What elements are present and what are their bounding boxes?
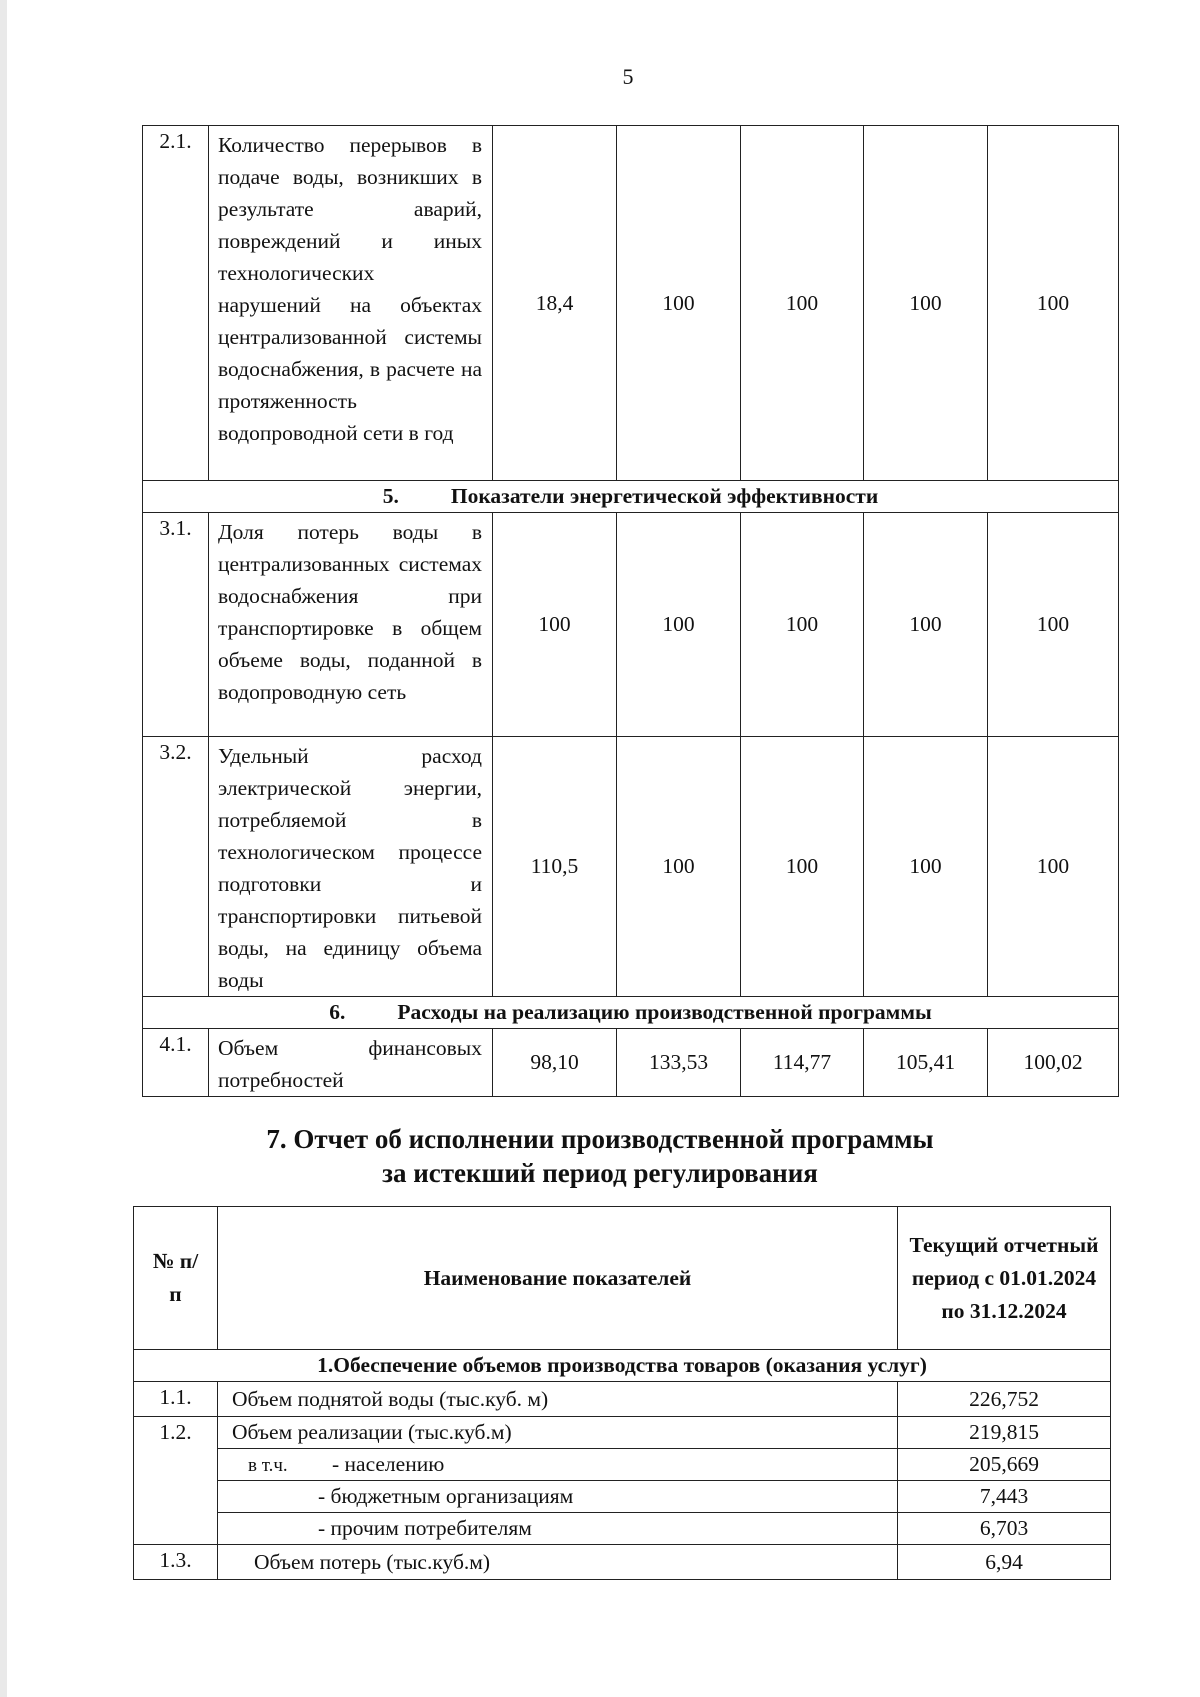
section-heading-line1: 7. Отчет об исполнении производственной программы: [266, 1124, 934, 1154]
value-cell: 100: [864, 126, 988, 481]
value-cell: 100: [741, 513, 864, 737]
section-title: [143, 481, 1119, 513]
value-cell: 205,669: [898, 1449, 1111, 1481]
row-number: 3.2.: [143, 737, 209, 997]
value-cell: 100: [617, 513, 741, 737]
table-row: [134, 1417, 1111, 1449]
value-cell: 6,94: [898, 1545, 1111, 1580]
indicator-name: Удельный расход электрической энергии, потребляемой в технологическом процессе подготовки и транспортировки питьевой воды, на единицу объема воды: [209, 737, 493, 997]
indicators-table: [142, 125, 1119, 1097]
value-cell: 100: [864, 737, 988, 997]
table-row: [143, 1029, 1119, 1097]
header-row: [134, 1207, 1111, 1350]
row-number: 1.3.: [134, 1545, 218, 1580]
indicator-name: Количество перерывов в подаче воды, возникших в результате аварий, повреждений и иных технологических нарушений на объектах централизованной системы водоснабжения, в расчете на протяженность водопроводной сети в год: [209, 126, 493, 481]
value-cell: 110,5: [493, 737, 617, 997]
header-period: Текущий отчетный период с 01.01.2024 по 31.12.2024: [898, 1207, 1111, 1350]
row-number: 1.1.: [134, 1382, 218, 1417]
section-title: 1.Обеспечение объемов производства товаров (оказания услуг): [134, 1350, 1111, 1382]
indicator-name: Объем потерь (тыс.куб.м): [218, 1545, 898, 1580]
value-cell: 100: [617, 737, 741, 997]
value-cell: 6,703: [898, 1513, 1111, 1545]
indicator-name: Объем поднятой воды (тыс.куб. м): [218, 1382, 898, 1417]
row-number: 4.1.: [143, 1029, 209, 1097]
header-number: [134, 1207, 218, 1350]
value-cell: 18,4: [493, 126, 617, 481]
section-number: 6.: [329, 1000, 346, 1024]
table-row: [143, 126, 1119, 481]
table-row: [134, 1481, 1111, 1513]
including-label: в т.ч.: [248, 1455, 288, 1476]
value-cell: 105,41: [864, 1029, 988, 1097]
row-number: 3.1.: [143, 513, 209, 737]
row-number: 1.2.: [134, 1417, 218, 1545]
table-row: [134, 1382, 1111, 1417]
row-number: 2.1.: [143, 126, 209, 481]
section-label: Показатели энергетической эффективности: [450, 484, 879, 508]
section-title: [143, 997, 1119, 1029]
value-cell: 98,10: [493, 1029, 617, 1097]
page-number: 5: [622, 64, 634, 89]
section-row: [143, 997, 1119, 1029]
value-cell: 100: [988, 126, 1119, 481]
value-cell: 100: [988, 513, 1119, 737]
indicator-name: Объем финансовых потребностей: [209, 1029, 493, 1097]
table-row: [134, 1513, 1111, 1545]
scan-edge: [0, 0, 7, 1697]
sub-indicator: - бюджетным организациям: [218, 1481, 898, 1513]
section-label: Расходы на реализацию производственной программы: [397, 1000, 932, 1024]
value-cell: 100: [493, 513, 617, 737]
header-name: Наименование показателей: [218, 1207, 898, 1350]
value-cell: 100,02: [988, 1029, 1119, 1097]
value-cell: 219,815: [898, 1417, 1111, 1449]
indicator-name: Объем реализации (тыс.куб.м): [218, 1417, 898, 1449]
report-table: [133, 1206, 1111, 1580]
table-row: [134, 1545, 1111, 1580]
value-cell: 100: [741, 126, 864, 481]
section-row: [134, 1350, 1111, 1382]
value-cell: 100: [617, 126, 741, 481]
indicator-name: Доля потерь воды в централизованных системах водоснабжения при транспортировке в общем объеме воды, поданной в водопроводную сеть: [209, 513, 493, 737]
sub-indicator: - прочим потребителям: [218, 1513, 898, 1545]
value-cell: 100: [988, 737, 1119, 997]
sub-indicator: - населению: [332, 1452, 445, 1476]
table-row: [143, 513, 1119, 737]
value-cell: 7,443: [898, 1481, 1111, 1513]
section-number: 5.: [382, 484, 399, 508]
section-row: [143, 481, 1119, 513]
value-cell: 133,53: [617, 1029, 741, 1097]
value-cell: 100: [864, 513, 988, 737]
indicator-name: [218, 1449, 898, 1481]
value-cell: 114,77: [741, 1029, 864, 1097]
table-row: [134, 1449, 1111, 1481]
value-cell: 226,752: [898, 1382, 1111, 1417]
header-number-text: № п/п: [152, 1249, 199, 1306]
table-row: [143, 737, 1119, 997]
value-cell: 100: [741, 737, 864, 997]
section-heading-line2: за истекший период регулирования: [382, 1158, 818, 1188]
